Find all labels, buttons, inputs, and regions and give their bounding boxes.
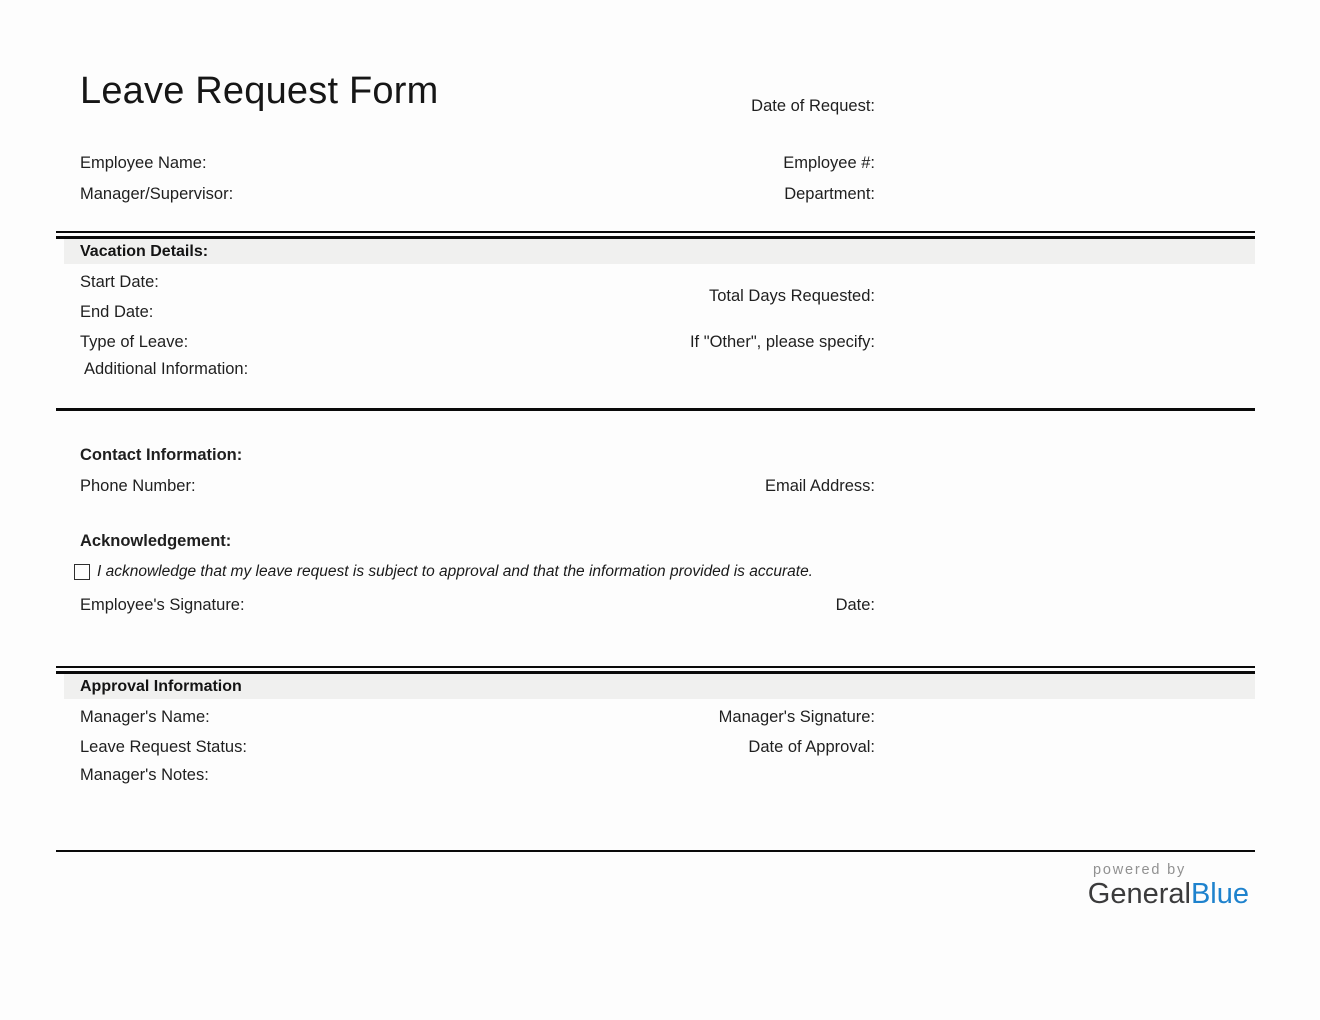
if-other-specify-label: If "Other", please specify: bbox=[689, 333, 875, 351]
email-address-label: Email Address: bbox=[764, 477, 875, 495]
vacation-section-top-rule bbox=[56, 231, 1255, 239]
if-other-specify-field[interactable] bbox=[885, 329, 1185, 353]
approval-information-section-title: Approval Information bbox=[80, 678, 242, 695]
date-of-request-label: Date of Request: bbox=[751, 97, 875, 115]
employee-signature-label: Employee's Signature: bbox=[80, 596, 245, 614]
additional-information-field[interactable] bbox=[265, 356, 965, 380]
employee-name-field[interactable] bbox=[230, 150, 630, 174]
leave-request-status-field[interactable] bbox=[255, 734, 630, 758]
managers-signature-field[interactable] bbox=[885, 704, 1185, 728]
managers-notes-field[interactable] bbox=[235, 762, 965, 822]
end-date-label: End Date: bbox=[80, 303, 154, 321]
approval-information-section-bar bbox=[64, 674, 1255, 699]
manager-supervisor-field[interactable] bbox=[250, 181, 630, 205]
total-days-requested-field[interactable] bbox=[885, 283, 1185, 307]
phone-number-label: Phone Number: bbox=[80, 477, 196, 495]
type-of-leave-field[interactable] bbox=[205, 329, 620, 353]
start-date-field[interactable] bbox=[180, 269, 620, 293]
vacation-details-section-title: Vacation Details: bbox=[80, 243, 209, 260]
employee-number-field[interactable] bbox=[885, 150, 1185, 174]
type-of-leave-label: Type of Leave: bbox=[80, 333, 189, 351]
employee-number-label: Employee #: bbox=[783, 154, 875, 172]
managers-name-field[interactable] bbox=[235, 704, 630, 728]
date-of-approval-field[interactable] bbox=[885, 734, 1185, 758]
date-of-request-field[interactable] bbox=[885, 92, 1185, 116]
email-address-field[interactable] bbox=[885, 473, 1185, 497]
employee-name-label: Employee Name: bbox=[80, 154, 207, 172]
generalblue-logo bbox=[1088, 878, 1249, 911]
additional-information-label: Additional Information: bbox=[84, 360, 249, 378]
phone-number-field[interactable] bbox=[205, 473, 620, 497]
department-field[interactable] bbox=[885, 181, 1185, 205]
managers-notes-label: Manager's Notes: bbox=[80, 766, 209, 784]
total-days-requested-label: Total Days Requested: bbox=[708, 287, 875, 305]
brand-blue: Blue bbox=[1190, 878, 1249, 910]
leave-request-status-label: Leave Request Status: bbox=[80, 738, 247, 756]
vacation-section-bottom-rule bbox=[56, 408, 1255, 411]
approval-section-top-rule bbox=[56, 666, 1255, 674]
acknowledgement-date-field[interactable] bbox=[885, 592, 1185, 616]
department-label: Department: bbox=[784, 185, 875, 203]
managers-signature-label: Manager's Signature: bbox=[718, 708, 875, 726]
vacation-details-section-bar bbox=[64, 239, 1255, 264]
powered-by-text: powered by bbox=[1093, 862, 1186, 878]
employee-signature-field[interactable] bbox=[255, 592, 630, 616]
acknowledgement-statement: I acknowledge that my leave request is subject to approval and that the information provided is accurate. bbox=[97, 563, 813, 580]
manager-supervisor-label: Manager/Supervisor: bbox=[80, 185, 234, 203]
end-date-field[interactable] bbox=[170, 299, 620, 323]
start-date-label: Start Date: bbox=[80, 273, 159, 291]
contact-information-section-title: Contact Information: bbox=[80, 446, 243, 464]
managers-name-label: Manager's Name: bbox=[80, 708, 210, 726]
date-of-approval-label: Date of Approval: bbox=[748, 738, 875, 756]
footer-rule bbox=[56, 850, 1255, 852]
brand-general: General bbox=[1087, 878, 1191, 910]
page-title: Leave Request Form bbox=[80, 70, 439, 112]
acknowledgement-checkbox[interactable] bbox=[74, 564, 90, 580]
acknowledgement-date-label: Date: bbox=[835, 596, 875, 614]
acknowledgement-section-title: Acknowledgement: bbox=[80, 532, 232, 550]
